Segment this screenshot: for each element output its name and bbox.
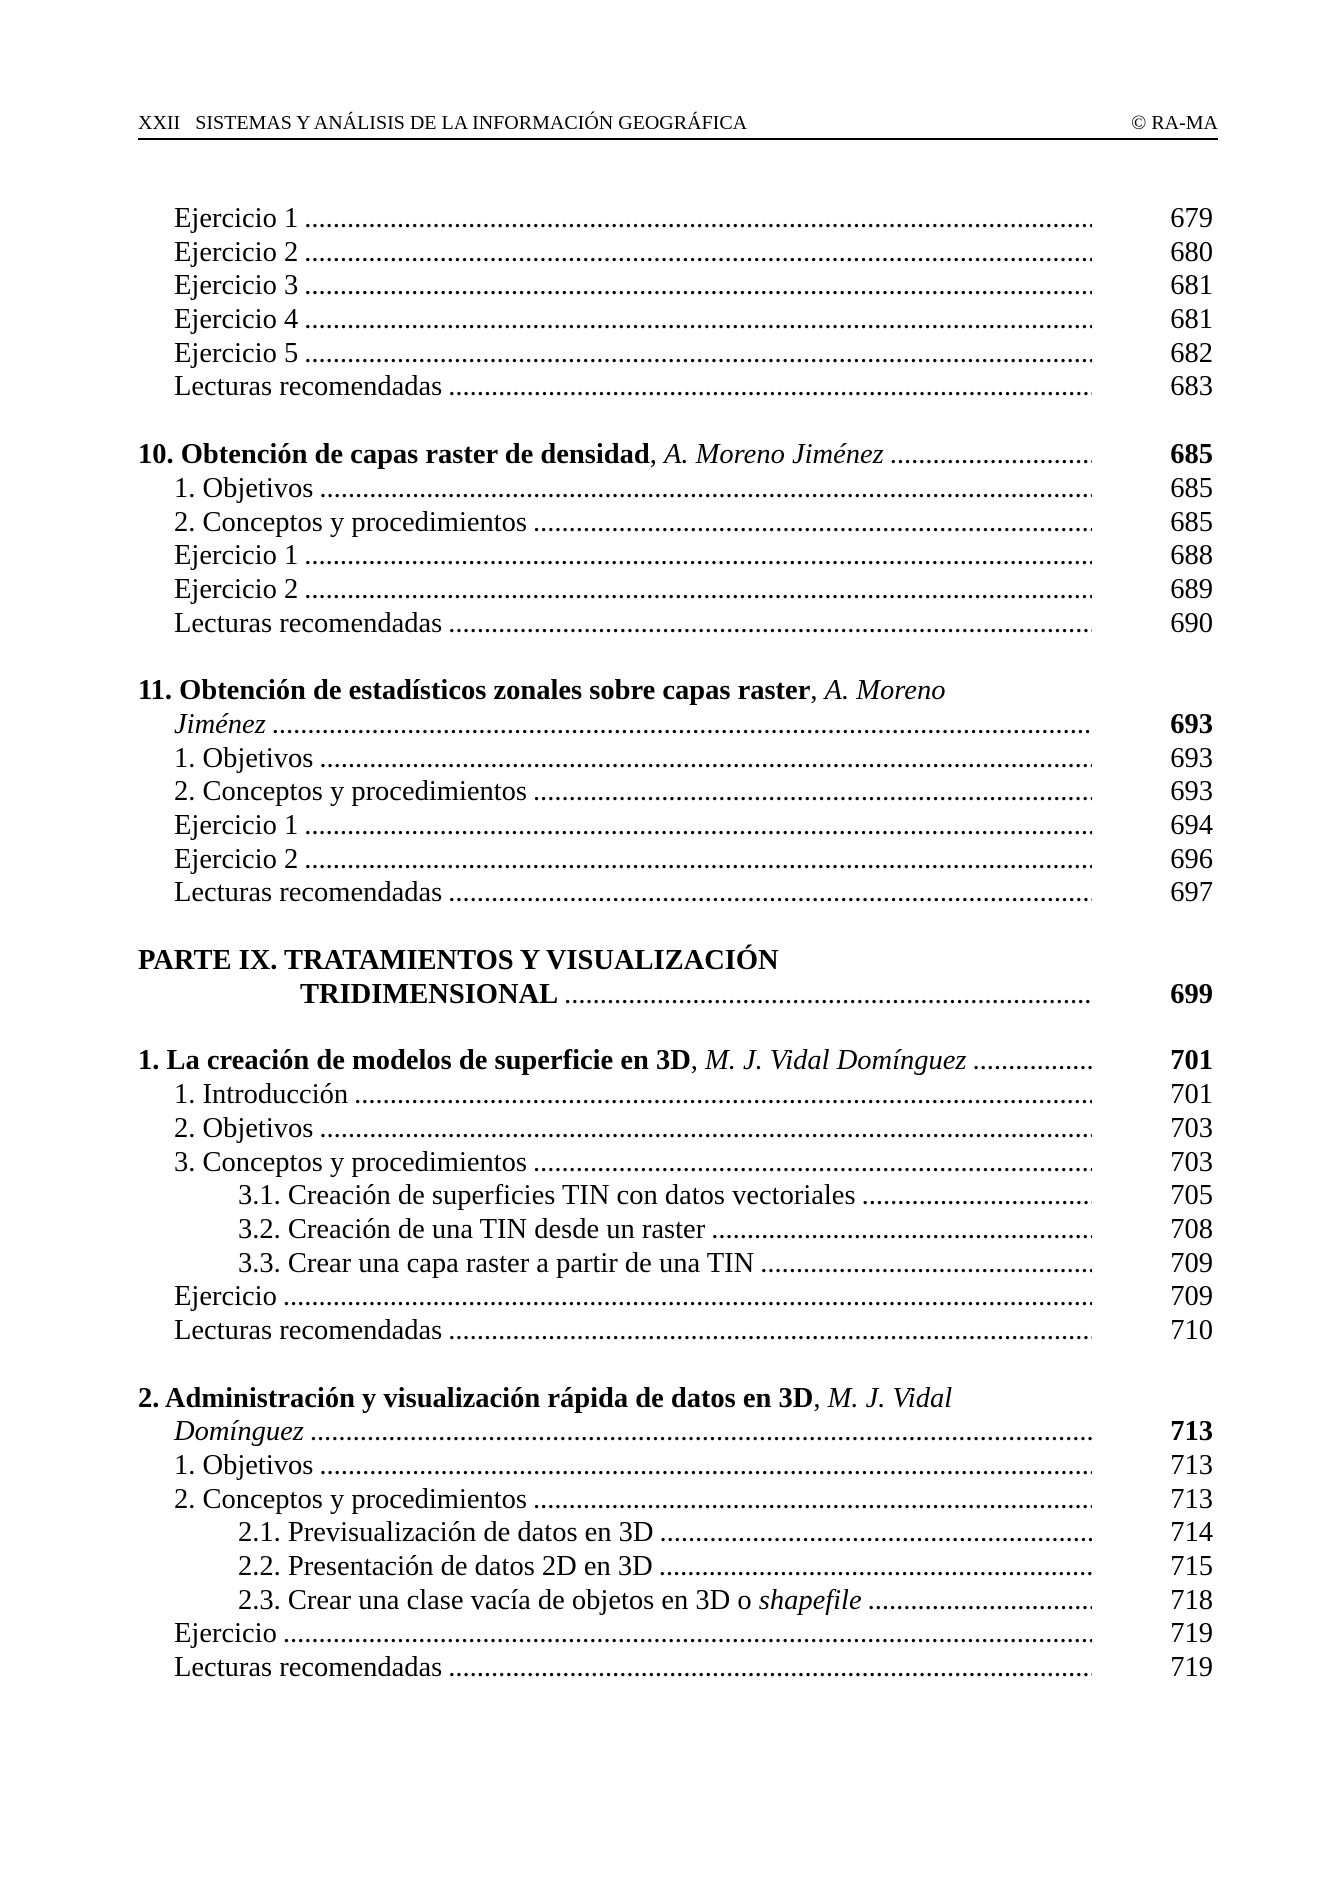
dot-leader	[533, 506, 1092, 540]
dot-leader	[659, 1550, 1092, 1584]
toc-entry-page: 703	[1170, 1112, 1213, 1144]
toc-subentry[interactable]	[138, 1550, 1213, 1584]
toc-entry-label: 1. Objetivos	[174, 472, 314, 504]
toc-entry[interactable]	[138, 1483, 1213, 1517]
toc-entry-page: 690	[1170, 607, 1213, 639]
chapter-heading[interactable]: 2. Administración y visualización rápida de datos en 3D, M. J. Vidal	[138, 1382, 953, 1414]
toc-entry-label: Lecturas recomendadas	[174, 607, 443, 639]
toc-entry-page: 703	[1170, 1146, 1213, 1178]
toc-entry[interactable]	[138, 202, 1213, 236]
dot-leader	[862, 1179, 1092, 1213]
dot-leader	[533, 775, 1092, 809]
toc-entry-label: Lecturas recomendadas	[174, 1652, 443, 1684]
toc-entry[interactable]	[138, 472, 1213, 506]
section-gap	[138, 1348, 1213, 1382]
toc-entry[interactable]	[138, 1112, 1213, 1146]
toc-subentry[interactable]	[138, 1584, 1213, 1618]
toc-entry[interactable]	[138, 809, 1213, 843]
toc-entry-page: 709	[1170, 1281, 1213, 1313]
chapter-page: 701	[1170, 1045, 1213, 1077]
toc-entry[interactable]	[138, 742, 1213, 776]
toc-entry-page: 714	[1170, 1517, 1213, 1549]
chapter-author: A. Moreno	[824, 675, 946, 707]
toc-entry[interactable]	[138, 269, 1213, 303]
toc-entry[interactable]	[138, 236, 1213, 270]
toc-entry[interactable]	[138, 607, 1213, 641]
toc-entry-page: 694	[1170, 810, 1213, 841]
part-title-continued: TRIDIMENSIONAL	[300, 978, 559, 1010]
dot-leader	[304, 202, 1092, 236]
dot-leader	[319, 742, 1092, 776]
toc-subentry[interactable]	[138, 1247, 1213, 1281]
chapter-title: 2. Administración y visualización rápida de datos en 3D	[138, 1382, 814, 1414]
toc-entry-label: Ejercicio 3	[174, 270, 299, 302]
chapter-author-continued: Jiménez	[174, 708, 266, 740]
toc-entry-label-wrap	[238, 1584, 862, 1618]
toc-entry-page: 693	[1170, 742, 1213, 774]
toc-entry-page: 688	[1170, 540, 1213, 572]
toc-entry-label: Lecturas recomendadas	[174, 371, 443, 403]
toc-entry-page: 701	[1170, 1079, 1213, 1111]
toc-entry[interactable]	[138, 1314, 1213, 1348]
dot-leader	[304, 843, 1092, 877]
dot-leader	[448, 370, 1092, 404]
toc-entry-label: 2. Conceptos y procedimientos	[174, 1483, 528, 1515]
toc-entry[interactable]	[138, 1449, 1213, 1483]
chapter-title: 11. Obtención de estadísticos zonales sobre capas raster	[138, 675, 811, 707]
part-heading[interactable]: PARTE IX. TRATAMIENTOS Y VISUALIZACIÓN	[138, 945, 779, 977]
toc-entry-label: 3.3. Crear una capa raster a partir de una TIN	[238, 1247, 755, 1279]
toc-entry[interactable]	[138, 337, 1213, 371]
toc-entry[interactable]	[138, 506, 1213, 540]
table-of-contents	[138, 202, 1213, 1685]
dot-leader	[304, 539, 1092, 573]
chapter-author: M. J. Vidal	[827, 1382, 953, 1414]
dot-leader	[711, 1213, 1092, 1247]
dot-leader	[304, 236, 1092, 270]
toc-entry-label: Lecturas recomendadas	[174, 877, 443, 909]
chapter-title: 1. La creación de modelos de superficie en 3D	[138, 1045, 691, 1077]
toc-entry-label: Ejercicio 4	[174, 304, 299, 336]
dot-leader	[272, 708, 1092, 742]
toc-entry-page: 683	[1170, 371, 1213, 403]
chapter-heading-continued[interactable]	[138, 708, 1213, 742]
toc-entry[interactable]	[138, 1280, 1213, 1314]
section-gap	[138, 404, 1213, 438]
toc-entry-page: 708	[1170, 1213, 1213, 1245]
toc-entry-page: 679	[1170, 203, 1213, 234]
section-gap	[138, 910, 1213, 944]
toc-entry-page: 713	[1170, 1483, 1213, 1515]
chapter-heading[interactable]: 11. Obtención de estadísticos zonales sobre capas raster, A. Moreno	[138, 675, 946, 707]
toc-entry[interactable]	[138, 1617, 1213, 1651]
dot-leader	[319, 1449, 1092, 1483]
chapter-author-continued: Domínguez	[174, 1416, 304, 1448]
dot-leader	[319, 1112, 1092, 1146]
dot-leader	[448, 1651, 1092, 1685]
toc-entry-page: 709	[1170, 1247, 1213, 1279]
toc-entry-label: 1. Introducción	[174, 1079, 349, 1111]
toc-entry[interactable]	[138, 1078, 1213, 1112]
dot-leader	[283, 1280, 1092, 1314]
toc-subentry[interactable]	[138, 1516, 1213, 1550]
dot-leader	[973, 1044, 1092, 1078]
toc-entry-label: Ejercicio 1	[174, 203, 299, 234]
section-gap	[138, 1011, 1213, 1044]
toc-entry-label: 3.1. Creación de superficies TIN con datos vectoriales	[238, 1180, 856, 1212]
toc-entry-page: 710	[1170, 1314, 1213, 1346]
toc-subentry[interactable]	[138, 1213, 1213, 1247]
chapter-page: 713	[1170, 1416, 1213, 1448]
dot-leader	[283, 1617, 1092, 1651]
dot-leader	[868, 1584, 1092, 1618]
header-title: XXII SISTEMAS Y ANÁLISIS DE LA INFORMACIÓN GEOGRÁFICA	[138, 112, 748, 134]
toc-entry-label: Ejercicio 2	[174, 236, 299, 268]
toc-entry[interactable]	[138, 775, 1213, 809]
dot-leader	[304, 809, 1092, 843]
dot-leader	[304, 337, 1092, 371]
toc-entry[interactable]	[138, 539, 1213, 573]
toc-entry[interactable]	[138, 370, 1213, 404]
part-heading-continued[interactable]	[138, 978, 1213, 1012]
toc-entry-page: 718	[1170, 1584, 1213, 1616]
toc-entry[interactable]	[138, 876, 1213, 910]
chapter-page: 693	[1170, 708, 1213, 740]
dot-leader	[304, 573, 1092, 607]
toc-entry-label-italic: shapefile	[758, 1584, 862, 1616]
toc-entry-page: 719	[1170, 1618, 1213, 1650]
toc-entry-page: 696	[1170, 843, 1213, 875]
chapter-heading-continued[interactable]	[138, 1415, 1213, 1449]
chapter-heading[interactable]	[138, 1044, 1213, 1078]
toc-entry-page: 705	[1170, 1180, 1213, 1212]
toc-entry-label: 2.1. Previsualización de datos en 3D	[238, 1517, 654, 1549]
toc-entry-page: 693	[1170, 776, 1213, 808]
toc-entry[interactable]	[138, 843, 1213, 877]
dot-leader	[310, 1415, 1092, 1449]
chapter-title: 10. Obtención de capas raster de densidad	[138, 439, 650, 471]
chapter-page: 685	[1170, 439, 1213, 471]
toc-entry[interactable]	[138, 1651, 1213, 1685]
dot-leader	[533, 1483, 1092, 1517]
dot-leader	[533, 1146, 1092, 1180]
chapter-title-text: 10. Obtención de capas raster de densidad, A. Moreno Jiménez	[138, 439, 884, 471]
toc-entry-label: 3. Conceptos y procedimientos	[174, 1146, 528, 1178]
toc-entry-label: 3.2. Creación de una TIN desde un raster	[238, 1213, 706, 1245]
toc-entry-label: Ejercicio 1	[174, 810, 299, 841]
toc-entry-page: 680	[1170, 236, 1213, 268]
toc-entry-label: Lecturas recomendadas	[174, 1314, 443, 1346]
section-gap	[138, 640, 1213, 674]
toc-entry-page: 682	[1170, 337, 1213, 369]
dot-leader	[354, 1078, 1092, 1112]
toc-entry-label: 1. Objetivos	[174, 742, 314, 774]
dot-leader	[448, 1314, 1092, 1348]
dot-leader	[660, 1516, 1092, 1550]
toc-entry-label: Ejercicio 2	[174, 573, 299, 605]
toc-entry[interactable]	[138, 573, 1213, 607]
dot-leader	[448, 607, 1092, 641]
toc-entry-page: 685	[1170, 506, 1213, 538]
toc-entry-label: 2. Objetivos	[174, 1112, 314, 1144]
dot-leader	[890, 438, 1092, 472]
running-header	[138, 111, 1218, 140]
toc-entry-label: Ejercicio	[174, 1281, 277, 1313]
chapter-author: M. J. Vidal Domínguez	[705, 1045, 967, 1077]
toc-entry-label: 2. Conceptos y procedimientos	[174, 506, 528, 538]
dot-leader	[760, 1247, 1092, 1281]
chapter-author: A. Moreno Jiménez	[663, 439, 884, 471]
toc-entry-page: 689	[1170, 573, 1213, 605]
toc-entry-label: 1. Objetivos	[174, 1450, 314, 1481]
toc-entry-page: 681	[1170, 270, 1213, 302]
toc-entry-label: Ejercicio	[174, 1618, 277, 1650]
toc-entry-page: 715	[1170, 1551, 1213, 1583]
toc-subentry[interactable]	[138, 1179, 1213, 1213]
toc-entry-label: 2.2. Presentación de datos 2D en 3D	[238, 1551, 653, 1583]
toc-entry-label: Ejercicio 5	[174, 337, 299, 369]
dot-leader	[448, 876, 1092, 910]
toc-entry-label: Ejercicio 1	[174, 540, 299, 572]
dot-leader	[304, 269, 1092, 303]
toc-entry[interactable]	[138, 303, 1213, 337]
dot-leader	[304, 303, 1092, 337]
dot-leader	[319, 472, 1092, 506]
part-page: 699	[1170, 978, 1213, 1010]
toc-entry-page: 697	[1170, 877, 1213, 909]
toc-entry-page: 685	[1170, 472, 1213, 504]
toc-entry-page: 719	[1170, 1652, 1213, 1684]
toc-entry-page: 713	[1170, 1450, 1213, 1481]
header-publisher: © RA-MA	[1131, 112, 1218, 134]
toc-entry-label: Ejercicio 2	[174, 843, 299, 875]
chapter-heading[interactable]	[138, 438, 1213, 472]
toc-entry-page: 681	[1170, 304, 1213, 336]
dot-leader	[564, 978, 1092, 1012]
toc-entry-label: 2. Conceptos y procedimientos	[174, 776, 528, 808]
toc-entry-label: 2.3. Crear una clase vacía de objetos en 3D o	[238, 1584, 759, 1616]
toc-entry[interactable]	[138, 1146, 1213, 1180]
chapter-title-text: 1. La creación de modelos de superficie en 3D, M. J. Vidal Domínguez	[138, 1045, 967, 1077]
